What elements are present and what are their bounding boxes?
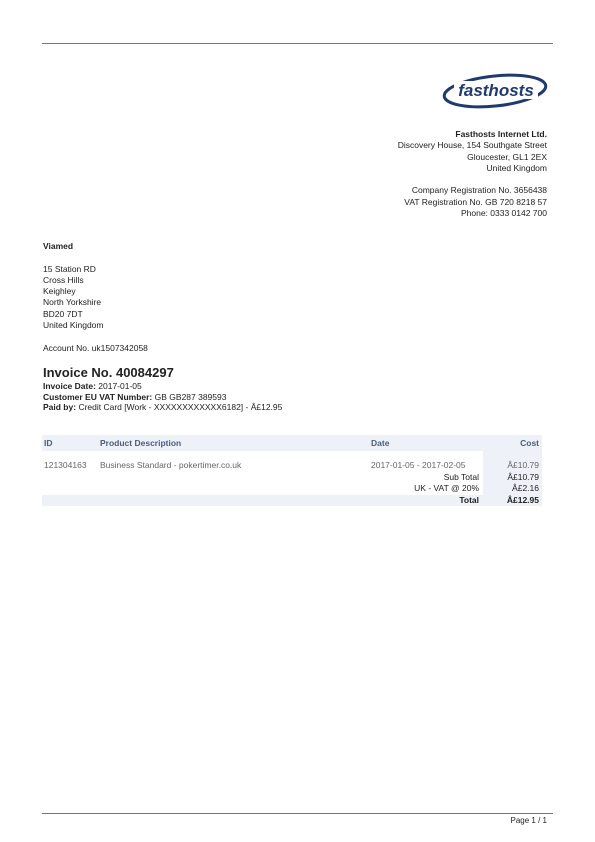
company-name: Fasthosts Internet Ltd.	[455, 129, 547, 139]
subtotal-row	[42, 472, 542, 484]
invoice-date-value: 2017-01-05	[98, 381, 142, 391]
customer-vat	[43, 392, 282, 403]
bottom-divider	[42, 813, 553, 814]
company-address-line: Discovery House, 154 Southgate Street	[397, 140, 547, 151]
payment-value: Credit Card [Work - XXXXXXXXXXXX6182] - Â£12.95	[78, 402, 283, 412]
company-registration: Company Registration No. 3656438	[411, 185, 547, 196]
item-id: 121304163	[44, 460, 87, 470]
total-label: Total	[459, 494, 479, 505]
customer-vat-value: GB GB287 389593	[154, 391, 227, 402]
fasthosts-logo-mark	[440, 70, 550, 112]
table-header-row	[42, 435, 542, 451]
header-date: Date	[371, 438, 390, 448]
payment-label: Paid by:	[43, 402, 77, 412]
customer-info	[43, 241, 148, 354]
customer-name: Viamed	[43, 241, 74, 251]
customer-address-line: North Yorkshire	[43, 297, 102, 308]
subtotal-label: Sub Total	[443, 471, 479, 482]
invoice-date	[43, 381, 282, 392]
item-description: Business Standard - pokertimer.co.uk	[100, 460, 242, 470]
vat-row	[42, 483, 542, 495]
invoice-summary	[43, 365, 282, 413]
company-address-line: Gloucester, GL1 2EX	[467, 151, 547, 162]
customer-address-line: Cross Hills	[43, 274, 84, 285]
account-number: Account No. uk1507342058	[43, 342, 148, 353]
company-info	[398, 129, 547, 219]
invoice-date-label: Invoice Date:	[43, 381, 96, 391]
top-divider	[42, 43, 553, 44]
company-address-line: United Kingdom	[486, 162, 547, 173]
page-number: Page 1 / 1	[510, 816, 547, 825]
customer-vat-label: Customer EU VAT Number:	[43, 391, 153, 402]
total-value: Â£12.95	[506, 494, 539, 505]
fasthosts-logo	[440, 70, 550, 112]
item-date-range: 2017-01-05 - 2017-02-05	[371, 460, 466, 470]
customer-address-line: 15 Station RD	[43, 263, 96, 274]
table-row	[42, 460, 542, 472]
logo-text: fasthosts	[458, 81, 534, 100]
customer-address-line: Keighley	[43, 286, 76, 297]
vat-label: UK - VAT @ 20%	[414, 483, 479, 493]
header-cost: Cost	[520, 438, 539, 448]
invoice-items-table	[42, 435, 542, 506]
customer-address-line: United Kingdom	[43, 320, 104, 331]
vat-registration: VAT Registration No. GB 720 8218 57	[404, 196, 547, 207]
total-row	[42, 495, 542, 507]
customer-address-line: BD20 7DT	[43, 308, 83, 319]
payment-method	[43, 402, 282, 413]
invoice-title: Invoice No. 40084297	[43, 365, 174, 380]
company-phone: Phone: 0333 0142 700	[460, 208, 547, 219]
subtotal-value: Â£10.79	[507, 471, 539, 482]
header-id: ID	[44, 438, 53, 448]
header-description: Product Description	[100, 438, 182, 448]
item-cost: Â£10.79	[507, 460, 539, 470]
vat-value: Â£2.16	[512, 483, 539, 493]
